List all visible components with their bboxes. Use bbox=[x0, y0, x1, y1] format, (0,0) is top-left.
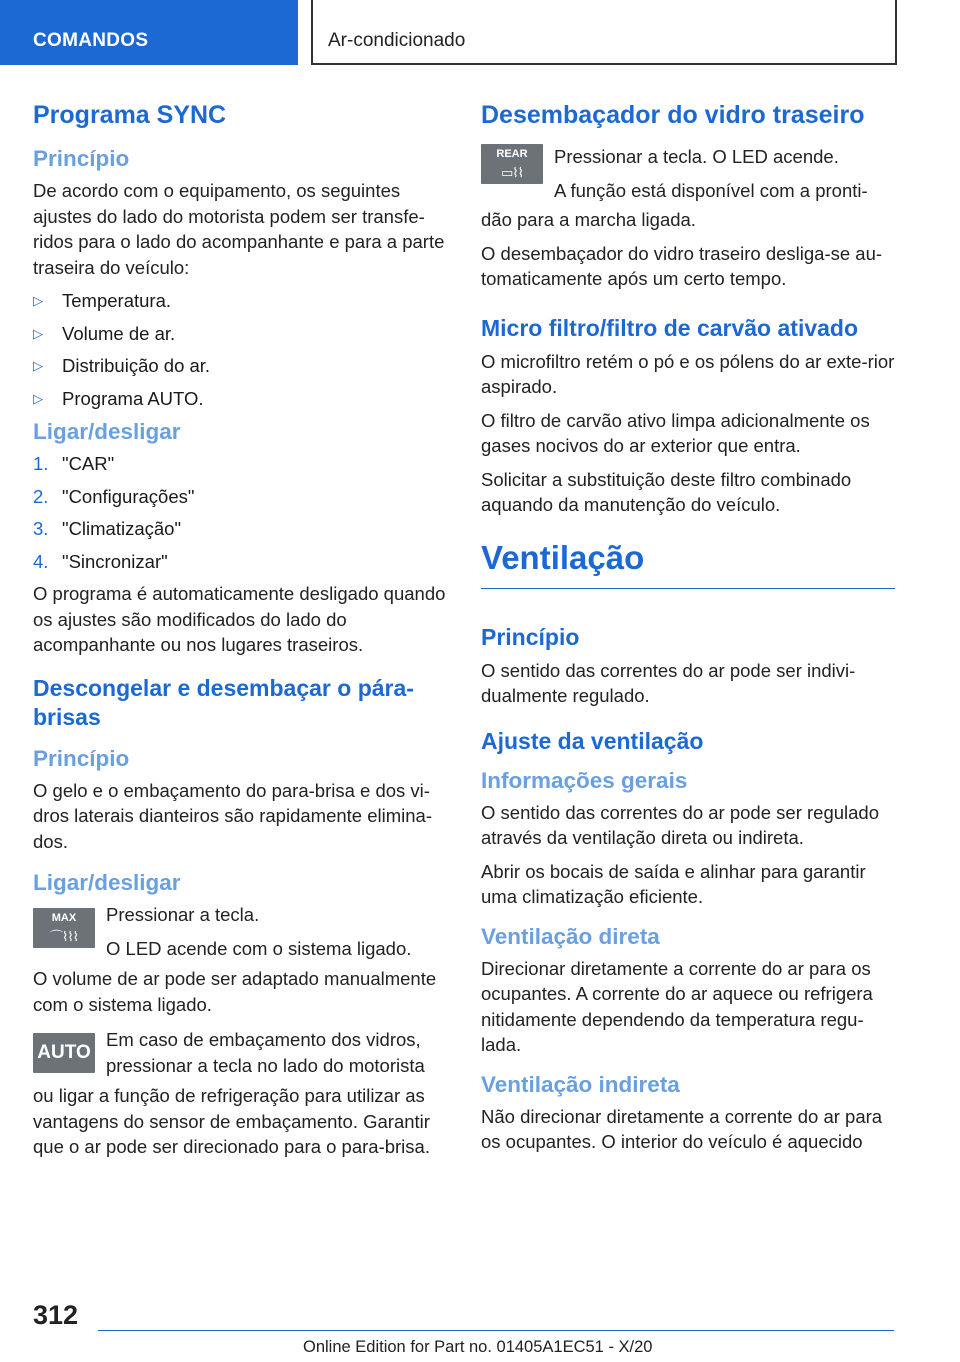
rear-auto-off-text: O desembaçador do vidro traseiro desliga-se au-tomaticamente após um certo tempo. bbox=[481, 242, 883, 289]
list-item: 4. "Sincronizar" bbox=[33, 550, 168, 572]
sync-onoff-title: Ligar/desligar bbox=[33, 419, 181, 444]
sync-steps-list bbox=[33, 451, 447, 574]
right-column bbox=[481, 100, 895, 1163]
list-item: ▷ Temperatura. bbox=[33, 288, 447, 314]
filter-title: Micro filtro/filtro de carvão ativado bbox=[481, 314, 859, 341]
defrost-title: Descongelar e desembaçar o pára-brisas bbox=[33, 674, 414, 730]
max-defrost-row bbox=[33, 902, 447, 962]
vent-title: Ventilação bbox=[481, 538, 895, 589]
sync-principle-title: Princípio bbox=[33, 146, 130, 171]
direct-text: Direcionar diretamente a corrente do ar para os ocupantes. A corrente do ar aquece ou refrigera nitidamente dependendo da temperatura regu-lada. bbox=[481, 957, 873, 1055]
sync-title: Programa SYNC bbox=[33, 101, 227, 129]
footer-divider bbox=[98, 1330, 894, 1331]
max-defrost-button-icon: MAX ⌒⌇⌇⌇ bbox=[33, 908, 95, 948]
sync-items-list bbox=[33, 288, 447, 411]
rear-press-text: Pressionar a tecla. O LED acende. bbox=[554, 146, 839, 167]
defrost-onoff-title: Ligar/desligar bbox=[33, 870, 181, 895]
defrost-press-text: Pressionar a tecla. bbox=[106, 904, 260, 925]
direct-title: Ventilação direta bbox=[481, 923, 660, 949]
defrost-volume-text: O volume de ar pode ser adaptado manualmente com o sistema ligado. bbox=[33, 968, 437, 1015]
list-item: 2. "Configurações" bbox=[33, 485, 195, 507]
rear-defrost-button-icon: REAR ▭⌇⌇ bbox=[481, 144, 543, 184]
list-item: ▷ Distribuição do ar. bbox=[33, 353, 447, 379]
list-item: ▷ Volume de ar. bbox=[33, 321, 447, 347]
defrost-principle-text: O gelo e o embaçamento do para-brisa e dos vi-dros laterais dianteiros são rapidamente elimina-dos. bbox=[33, 779, 432, 852]
list-item: ▷ Programa AUTO. bbox=[33, 386, 447, 412]
windshield-heat-icon: ⌒⌇⌇⌇ bbox=[49, 929, 79, 944]
triangle-bullet-icon: ▷ bbox=[33, 358, 43, 373]
indirect-title: Ventilação indireta bbox=[481, 1071, 680, 1097]
auto-text-1: Em caso de embaçamento dos vidros, pressionar a tecla no lado do motorista bbox=[106, 1029, 425, 1076]
rear-title: Desembaçador do vidro traseiro bbox=[481, 101, 865, 129]
chapter-label: Ar-condicionado bbox=[328, 30, 466, 51]
left-column bbox=[33, 100, 447, 1168]
vent-adjust-title: Ajuste da ventilação bbox=[481, 727, 704, 754]
rear-avail-text-2: dão para a marcha ligada. bbox=[481, 209, 696, 230]
section-tab bbox=[0, 0, 298, 65]
auto-text-2: ou ligar a função de refrigeração para utilizar as vantagens do sensor de embaçamento. Garantir que o ar pode ser direcionado para o para-brisa. bbox=[33, 1085, 430, 1157]
page-number: 312 bbox=[33, 1300, 79, 1330]
filter-text-1: O microfiltro retém o pó e os pólens do ar exte-rior aspirado. bbox=[481, 350, 895, 397]
auto-button-icon: AUTO bbox=[33, 1033, 95, 1073]
chapter-header bbox=[311, 0, 897, 65]
sync-off-text: O programa é automaticamente desligado quando os ajustes são modificados do lado do acompanhante ou nos lugares traseiros. bbox=[33, 583, 446, 655]
section-label: COMANDOS bbox=[33, 30, 149, 51]
rear-row bbox=[481, 144, 895, 203]
auto-row bbox=[33, 1027, 447, 1079]
triangle-bullet-icon: ▷ bbox=[33, 325, 43, 341]
general-text-2: Abrir os bocais de saída e alinhar para garantir uma climatização eficiente. bbox=[481, 860, 866, 907]
vent-principle-text: O sentido das correntes do ar pode ser indivi-dualmente regulado. bbox=[481, 659, 856, 706]
triangle-bullet-icon: ▷ bbox=[33, 390, 43, 406]
defrost-led-text: O LED acende com o sistema ligado. bbox=[106, 937, 412, 959]
general-title: Informações gerais bbox=[481, 767, 688, 793]
filter-text-2: O filtro de carvão ativo limpa adicionalmente os gases nocivos do ar exterior que entra. bbox=[481, 409, 870, 456]
rear-avail-text-1: A função está disponível com a pronti- bbox=[554, 179, 868, 201]
triangle-bullet-icon: ▷ bbox=[33, 293, 43, 308]
vent-principle-title: Princípio bbox=[481, 623, 580, 650]
edition-text: Online Edition for Part no. 01405A1EC51 - X/20 bbox=[303, 1338, 653, 1356]
defrost-principle-title: Princípio bbox=[33, 745, 130, 771]
filter-text-3: Solicitar a substituição deste filtro combinado aquando da manutenção do veículo. bbox=[481, 468, 852, 515]
indirect-text: Não direcionar diretamente a corrente do ar para os ocupantes. O interior do veículo é aquecido bbox=[481, 1105, 883, 1152]
list-item: 1. "CAR" bbox=[33, 453, 115, 474]
sync-principle-text: De acordo com o equipamento, os seguintes ajustes do lado do motorista podem ser transfe-ridos para o lado do acompanhante e para a parte traseira do veículo: bbox=[33, 180, 445, 278]
general-text-1: O sentido das correntes do ar pode ser regulado através da ventilação direta ou indireta. bbox=[481, 801, 879, 848]
list-item: 3. "Climatização" bbox=[33, 518, 182, 539]
rear-window-heat-icon: ▭⌇⌇ bbox=[501, 165, 523, 180]
